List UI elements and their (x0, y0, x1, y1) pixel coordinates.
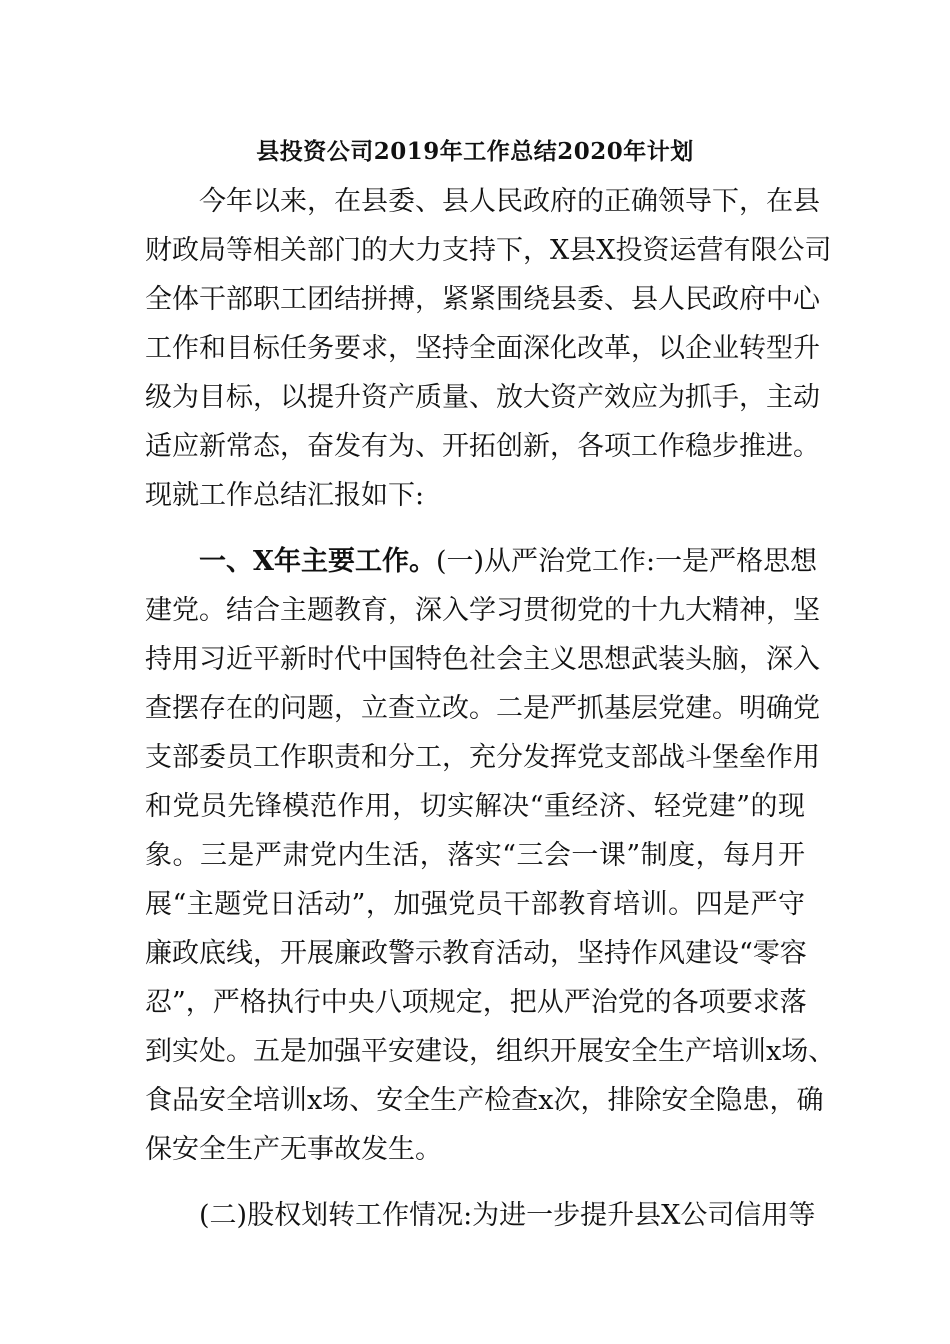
paragraph-line: 全体干部职工团结拼搏，紧紧围绕县委、县人民政府中心 (145, 284, 820, 315)
paragraph-line: 忍”，严格执行中央八项规定，把从严治党的各项要求落 (145, 987, 807, 1018)
paragraph-line: 食品安全培训x场、安全生产检查x次，排除安全隐患，确 (145, 1085, 824, 1116)
paragraph-gap (145, 1174, 805, 1191)
paragraph-line: 保安全生产无事故发生。 (145, 1134, 442, 1165)
paragraph-line: 象。三是严肃党内生活，落实“三会一课”制度，每月开 (145, 840, 805, 871)
paragraph-line: 和党员先锋模范作用，切实解决“重经济、轻党建”的现 (145, 791, 805, 822)
paragraph-line: 财政局等相关部门的大力支持下，X县X投资运营有限公司 (145, 235, 832, 266)
paragraph-line: 级为目标，以提升资产质量、放大资产效应为抓手，主动 (145, 382, 820, 413)
section-heading-line (145, 537, 818, 586)
paragraph-gap (145, 520, 805, 537)
document-title: 县投资公司2019年工作总结2020年计划 (256, 138, 694, 165)
paragraph-line: 到实处。五是加强平安建设，组织开展安全生产培训x场、 (145, 1036, 836, 1067)
paragraph-line: 工作和目标任务要求，坚持全面深化改革，以企业转型升 (145, 333, 820, 364)
paragraph-line: 持用习近平新时代中国特色社会主义思想武装头脑，深入 (145, 644, 820, 675)
paragraph-line: 支部委员工作职责和分工，充分发挥党支部战斗堡垒作用 (145, 742, 820, 773)
paragraph-line: 适应新常态，奋发有为、开拓创新，各项工作稳步推进。 (145, 431, 820, 462)
paragraph-line: (二)股权划转工作情况:为进一步提升县X公司信用等 (199, 1200, 816, 1231)
paragraph-line: 展“主题党日活动”，加强党员干部教育培训。四是严守 (145, 889, 805, 920)
paragraph-line: 今年以来，在县委、县人民政府的正确领导下，在县 (199, 186, 820, 217)
paragraph-line: 廉政底线，开展廉政警示教育活动，坚持作风建设“零容 (145, 938, 807, 969)
paragraph-line: 建党。结合主题教育，深入学习贯彻党的十九大精神，坚 (145, 595, 820, 626)
paragraph-line: 现就工作总结汇报如下: (145, 480, 425, 511)
paragraph-line: 查摆存在的问题，立查立改。二是严抓基层党建。明确党 (145, 693, 820, 724)
paragraph-text: (一)从严治党工作:一是严格思想 (435, 546, 818, 577)
section-heading: 一、X年主要工作。 (199, 546, 436, 577)
document-body (145, 177, 836, 1240)
